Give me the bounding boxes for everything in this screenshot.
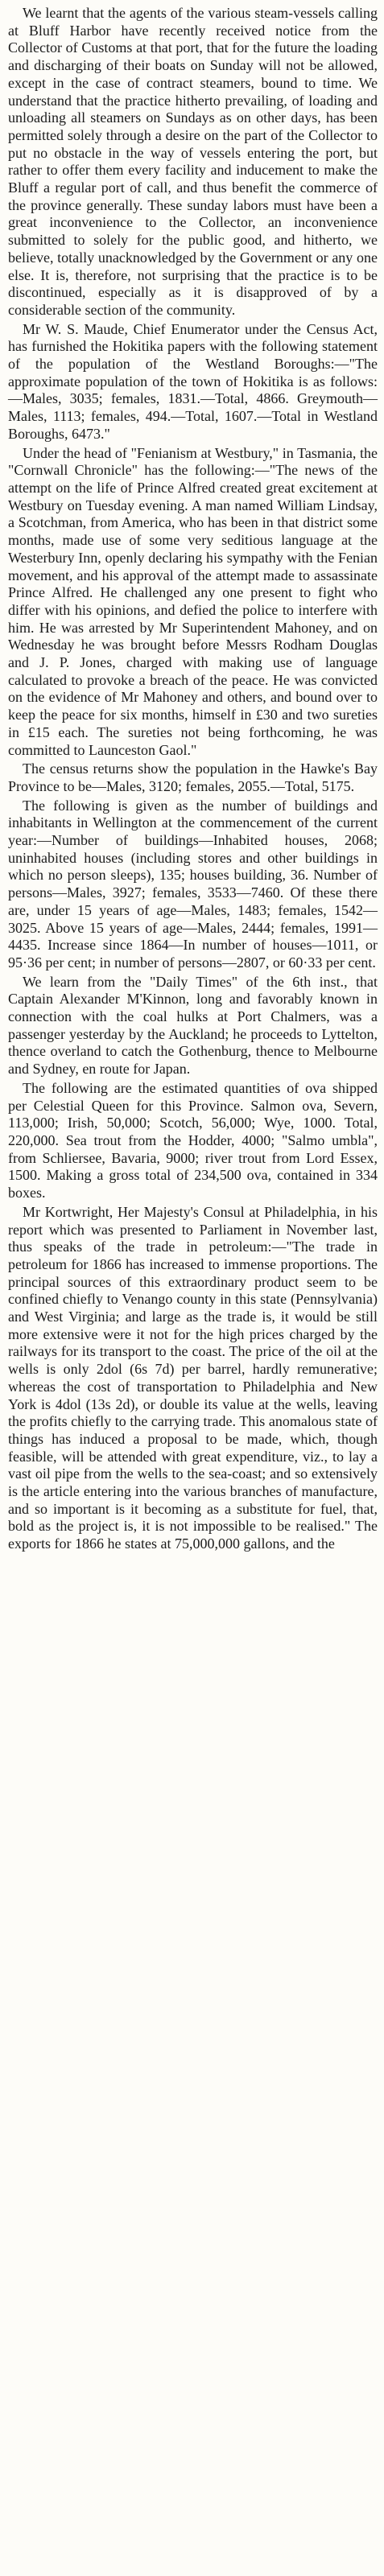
- paragraph-captain-mkinnon: We learn from the "Daily Times" of the 6th inst., that Captain Alexander M'Kinnon, long and favorably known in connection with the coal hulks at Port Chalmers, was a passenger yesterday by the Auckland; he proceeds to Lyttelton, thence overland to catch the Gothenburg, thence to Melbourne and Sydney, en route for Japan.: [8, 973, 378, 1078]
- paragraph-bluff-harbor-sunday-loading: We learnt that the agents of the various steam-vessels calling at Bluff Harbor have recently received notice from the Collector of Customs at that port, that for the future the loading and discharging of their boats on Sunday will not be allowed, except in the case of contract steamers, bound to time. We understand that the practice hitherto prevailing, of loading and unloading all steamers on Sundays as on other days, has been permitted solely through a desire on the part of the Collector to put no obstacle in the way of vessels entering the port, but rather to offer them every facility and inducement to make the Bluff a regular port of call, and thus benefit the commerce of the province generally. These sunday labors must have been a great inconvenience to the Collector, an inconvenience submitted to solely for the public good, and hitherto, we believe, totally unacknowledged by the Government or any one else. It is, therefore, not surprising that the practice is to be discontinued, especially as it is disapproved of by a considerable section of the community.: [8, 5, 378, 318]
- paragraph-westland-census: Mr W. S. Maude, Chief Enumerator under the Census Act, has furnished the Hokitika papers with the following statement of the population of the Westland Boroughs:—"The approximate population of the town of Hokitika is as follows:—Males, 3035; females, 1831.—Total, 4866. Greymouth—Males, 1113; females, 494.—Total, 1607.—Total in Westland Boroughs, 6473.": [8, 320, 378, 442]
- paragraph-wellington-buildings: The following is given as the number of buildings and inhabitants in Wellington at the commencement of the current year:—Number of buildings—Inhabited houses, 2068; uninhabited houses (including stores and other buildings in which no person sleeps), 135; houses building, 36. Number of persons—Males, 3927; females, 3533—7460. Of these there are, under 15 years of age—Males, 1483; females, 1542—3025. Above 15 years of age—Males, 2444; females, 1991—4435. Increase since 1864—In number of houses—1011, or 95·36 per cent; in number of persons—2807, or 60·33 per cent.: [8, 797, 378, 971]
- paragraph-ova-shipment: The following are the estimated quantities of ova shipped per Celestial Queen for this Province. Salmon ova, Severn, 113,000; Irish, 50,000; Scotch, 56,000; Wye, 1000. Total, 220,000. Sea trout from the Hodder, 4000; "Salmo umbla", from Schliersee, Bavaria, 9000; river trout from Lord Essex, 1500. Making a gross total of 234,500 ova, contained in 334 boxes.: [8, 1079, 378, 1201]
- paragraph-fenianism-westbury: Under the head of "Fenianism at Westbury," in Tasmania, the "Cornwall Chronicle" has the following:—"The news of the attempt on the life of Prince Alfred created great excitement at Westbury on Tuesday evening. A man named William Lindsay, a Scotchman, from America, who has been in that district some months, made use of some very seditious language at the Westerbury Inn, openly declaring his sympathy with the Fenian movement, and his approval of the attempt made to assassinate Prince Alfred. He challenged any one present to fight who differ with his opinions, and defied the police to interfere with him. He was arrested by Mr Superintendent Mahoney, and on Wednesday he was brought before Messrs Rodham Douglas and J. P. Jones, charged with making use of language calculated to provoke a breach of the peace. He was convicted on the evidence of Mr Mahoney and others, and bound over to keep the peace for six months, himself in £30 and two sureties in £15 each. The sureties not being forthcoming, he was committed to Launceston Gaol.": [8, 444, 378, 758]
- paragraph-petroleum-trade: Mr Kortwright, Her Majesty's Consul at Philadelphia, in his report which was presented to Parliament in November last, thus speaks of the trade in petroleum:—"The trade in petroleum for 1866 has increased to immense proportions. The principal sources of this extraordinary product seem to be confined chiefly to Venango county in this state (Pennsylvania) and West Virginia; and large as the trade is, it would be still more extensive were it not for the high prices charged by the railways for its transport to the coast. The price of the oil at the wells is only 2dol (6s 7d) per barrel, hardly remunerative; whereas the cost of transportation to Philadelphia and New York is 4dol (13s 2d), or double its value at the wells, leaving the profits chiefly to the carrying trade. This anomalous state of things has induced a proposal to be made, which, though feasible, will be attended with great expenditure, viz., to lay a vast oil pipe from the wells to the sea-coast; and so extensively is the article entering into the various branches of manufacture, and so important is it becoming as a substitute for fuel, that, bold as the project is, it is not impossible to be realised." The exports for 1866 he states at 75,000,000 gallons, and the: [8, 1203, 378, 1552]
- paragraph-hawkes-bay-census: The census returns show the population in the Hawke's Bay Province to be—Males, 3120; females, 2055.—Total, 5175.: [8, 760, 378, 794]
